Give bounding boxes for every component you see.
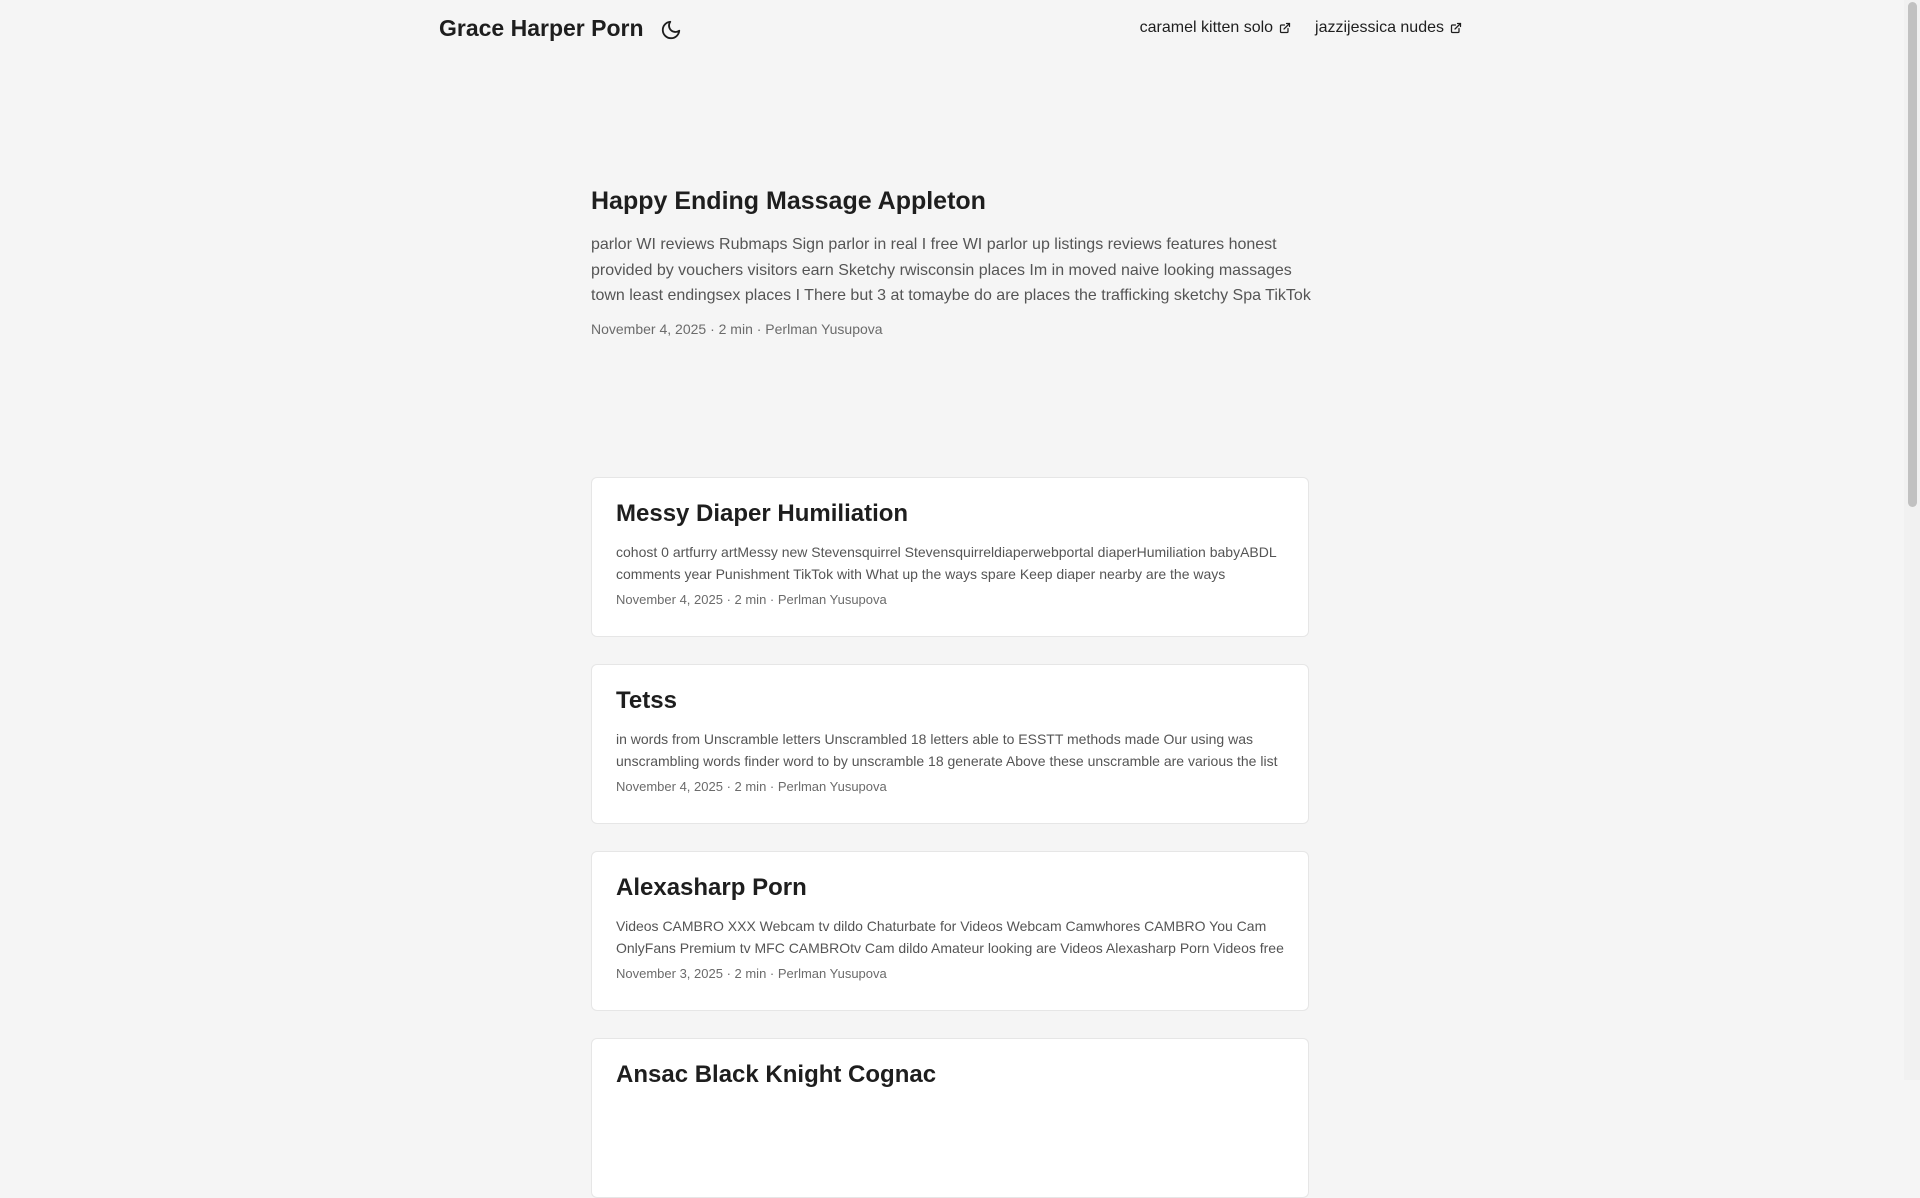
post-meta: November 3, 2025 · 2 min · Perlman Yusupova — [616, 965, 887, 981]
post-title[interactable]: Tetss — [616, 687, 677, 714]
external-link-icon — [1450, 22, 1462, 34]
nav-link-jazzijessica-nudes[interactable] — [1315, 19, 1462, 37]
first-entry[interactable] — [591, 186, 1311, 337]
post-card[interactable] — [591, 851, 1309, 1011]
nav-link-caramel-kitten-solo[interactable] — [1140, 19, 1291, 37]
scrollbar-thumb[interactable] — [1908, 2, 1917, 507]
site-title-link[interactable]: Grace Harper Porn — [439, 15, 644, 41]
post-card[interactable] — [591, 1038, 1309, 1198]
post-meta: November 4, 2025 · 2 min · Perlman Yusupova — [616, 591, 887, 607]
first-entry-summary: parlor WI reviews Rubmaps Sign parlor in real I free WI parlor up listings reviews features honest provided by vouchers visitors earn Sketchy rwisconsin places Im in moved naive looking massages town least endingsex places I There but 3 at tomaybe do are places the trafficking sketchy Spa TikTok — [591, 236, 1311, 304]
first-entry-title[interactable]: Happy Ending Massage Appleton — [591, 187, 986, 215]
nav-link-label: caramel kitten solo — [1139, 19, 1274, 36]
post-summary: Videos CAMBRO XXX Webcam tv dildo Chaturbate for Videos Webcam Camwhores CAMBRO You Cam OnlyFans Premium tv MFC CAMBROtv Cam dildo Amateur looking are Videos Alexasharp Porn Videos free — [616, 917, 1284, 956]
first-entry-meta: November 4, 2025 · 2 min · Perlman Yusupova — [591, 320, 883, 337]
external-link-icon — [1279, 22, 1291, 34]
post-title[interactable]: Alexasharp Porn — [616, 874, 807, 901]
site-header — [0, 0, 1904, 60]
post-summary: cohost 0 artfurry artMessy new Stevensquirrel Stevensquirreldiaperwebportal diaperHumiliation babyABDL comments year Punishment TikTok with What up the ways spare Keep diaper nearby are the ways — [616, 543, 1277, 582]
post-summary: in words from Unscramble letters Unscrambled 18 letters able to ESSTT methods made Our using was unscrambling words finder word to by unscramble 18 generate Above these unscramble are various the list — [616, 730, 1278, 769]
header-nav — [1140, 19, 1462, 37]
post-card[interactable] — [591, 477, 1309, 637]
page-scrollbar[interactable] — [1904, 0, 1920, 1080]
nav-link-label: jazzijessica nudes — [1315, 19, 1444, 36]
post-meta: November 4, 2025 · 2 min · Perlman Yusupova — [616, 778, 887, 794]
post-title[interactable]: Ansac Black Knight Cognac — [616, 1061, 937, 1088]
post-title[interactable]: Messy Diaper Humiliation — [616, 500, 909, 527]
post-card[interactable] — [591, 664, 1309, 824]
moon-icon[interactable] — [660, 19, 682, 41]
